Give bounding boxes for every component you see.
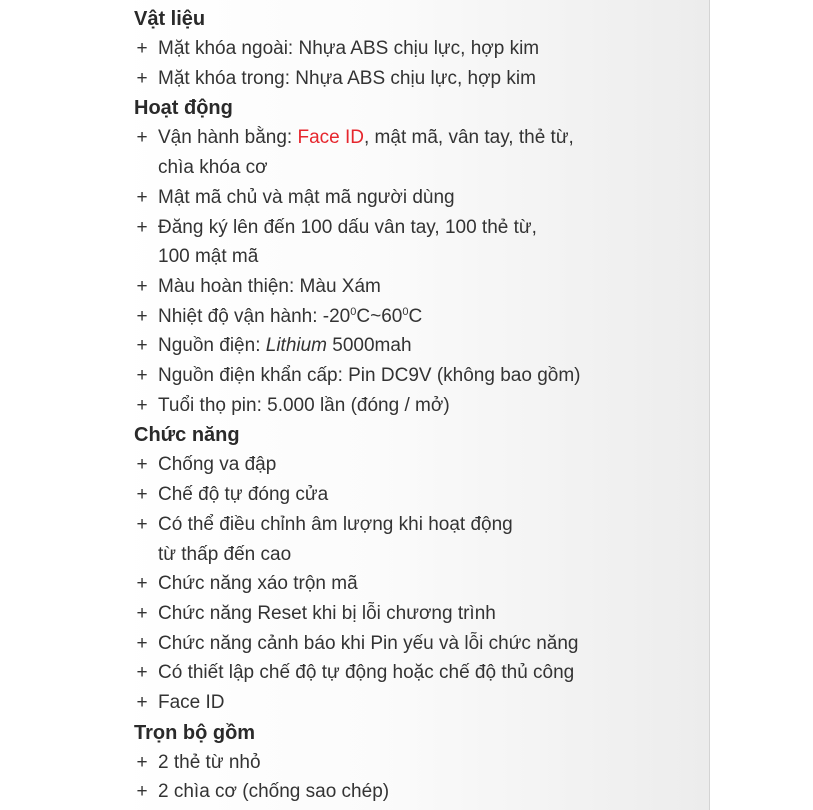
list-item bbox=[134, 331, 694, 361]
spec-panel bbox=[116, 0, 710, 810]
list-item bbox=[134, 64, 694, 94]
plus-icon: + bbox=[136, 602, 148, 624]
plus-icon: + bbox=[136, 484, 148, 506]
power-italic: Lithium bbox=[265, 335, 327, 357]
item-text: Face ID bbox=[158, 692, 225, 714]
list-item bbox=[134, 391, 694, 421]
list-item bbox=[134, 510, 694, 540]
item-text: Chức năng xáo trộn mã bbox=[158, 573, 358, 595]
plus-icon: + bbox=[136, 67, 148, 89]
list-item bbox=[134, 688, 694, 718]
plus-icon: + bbox=[136, 365, 148, 387]
plus-icon: + bbox=[136, 335, 148, 357]
plus-icon: + bbox=[136, 662, 148, 684]
list-item-continuation bbox=[134, 153, 694, 183]
features-heading: Chức năng bbox=[134, 424, 240, 447]
plus-icon: + bbox=[136, 186, 148, 208]
list-item bbox=[134, 272, 694, 302]
plus-icon: + bbox=[136, 454, 148, 476]
plus-icon: + bbox=[136, 692, 148, 714]
degree-sup: 0 bbox=[402, 305, 409, 318]
list-item bbox=[134, 34, 694, 64]
plus-icon: + bbox=[136, 394, 148, 416]
list-item bbox=[134, 123, 694, 153]
item-text: chìa khóa cơ bbox=[158, 157, 268, 179]
plus-icon: + bbox=[136, 513, 148, 535]
list-item bbox=[134, 480, 694, 510]
list-item bbox=[134, 629, 694, 659]
temperature-mid: C~60 bbox=[356, 305, 403, 327]
list-item bbox=[134, 361, 694, 391]
plus-icon: + bbox=[136, 127, 148, 149]
list-item bbox=[134, 748, 694, 778]
plus-icon: + bbox=[136, 751, 148, 773]
power-rest: 5000mah bbox=[327, 335, 412, 357]
plus-icon: + bbox=[136, 38, 148, 59]
degree-sup: 0 bbox=[350, 305, 357, 318]
list-item bbox=[134, 213, 694, 243]
item-text: Mặt khóa ngoài: Nhựa ABS chịu lực, hợp kim bbox=[158, 38, 540, 59]
item-text: Chống va đập bbox=[158, 454, 277, 476]
unlock-prefix: Vận hành bằng: bbox=[158, 127, 298, 149]
item-text: Có thiết lập chế độ tự động hoặc chế độ thủ công bbox=[158, 662, 575, 684]
face-id-highlight: Face ID bbox=[297, 127, 364, 149]
plus-icon: + bbox=[136, 573, 148, 595]
operation-heading: Hoạt động bbox=[134, 97, 233, 120]
package-heading: Trọn bộ gồm bbox=[134, 721, 256, 744]
list-item bbox=[134, 599, 694, 629]
temperature-end: C bbox=[408, 305, 423, 327]
item-text: Chế độ tự đóng cửa bbox=[158, 484, 329, 506]
list-item bbox=[134, 450, 694, 480]
item-text: 2 chìa cơ (chống sao chép) bbox=[158, 781, 390, 803]
plus-icon: + bbox=[136, 305, 148, 327]
plus-icon: + bbox=[136, 781, 148, 803]
item-text: Màu hoàn thiện: Màu Xám bbox=[158, 275, 381, 297]
list-item bbox=[134, 183, 694, 213]
plus-icon: + bbox=[136, 275, 148, 297]
item-text: Chức năng cảnh báo khi Pin yếu và lỗi chức năng bbox=[158, 632, 579, 654]
list-item bbox=[134, 777, 694, 807]
list-item-continuation bbox=[134, 242, 694, 272]
plus-icon: + bbox=[136, 632, 148, 654]
list-item bbox=[134, 658, 694, 688]
item-text: Mật mã chủ và mật mã người dùng bbox=[158, 186, 455, 208]
list-item-continuation bbox=[134, 540, 694, 570]
item-text: 2 thẻ từ nhỏ bbox=[158, 751, 261, 773]
materials-heading: Vật liệu bbox=[134, 8, 206, 30]
list-item bbox=[134, 569, 694, 599]
item-text: Có thể điều chỉnh âm lượng khi hoạt động bbox=[158, 513, 513, 535]
item-text: 100 mật mã bbox=[158, 246, 259, 268]
item-text: Chức năng Reset khi bị lỗi chương trình bbox=[158, 602, 496, 624]
unlock-suffix: , mật mã, vân tay, thẻ từ, bbox=[364, 127, 574, 149]
spec-content bbox=[134, 4, 694, 807]
plus-icon: + bbox=[136, 216, 148, 238]
item-text: Mặt khóa trong: Nhựa ABS chịu lực, hợp kim bbox=[158, 67, 536, 89]
item-text: Nguồn điện khẩn cấp: Pin DC9V (không bao gồm) bbox=[158, 365, 581, 387]
item-text: Tuổi thọ pin: 5.000 lần (đóng / mở) bbox=[158, 394, 450, 416]
temperature-label: Nhiệt độ vận hành: -20 bbox=[158, 305, 351, 327]
item-text: từ thấp đến cao bbox=[158, 543, 292, 565]
item-text: Đăng ký lên đến 100 dấu vân tay, 100 thẻ từ, bbox=[158, 216, 537, 238]
list-item bbox=[134, 302, 694, 332]
power-label: Nguồn điện: bbox=[158, 335, 266, 357]
